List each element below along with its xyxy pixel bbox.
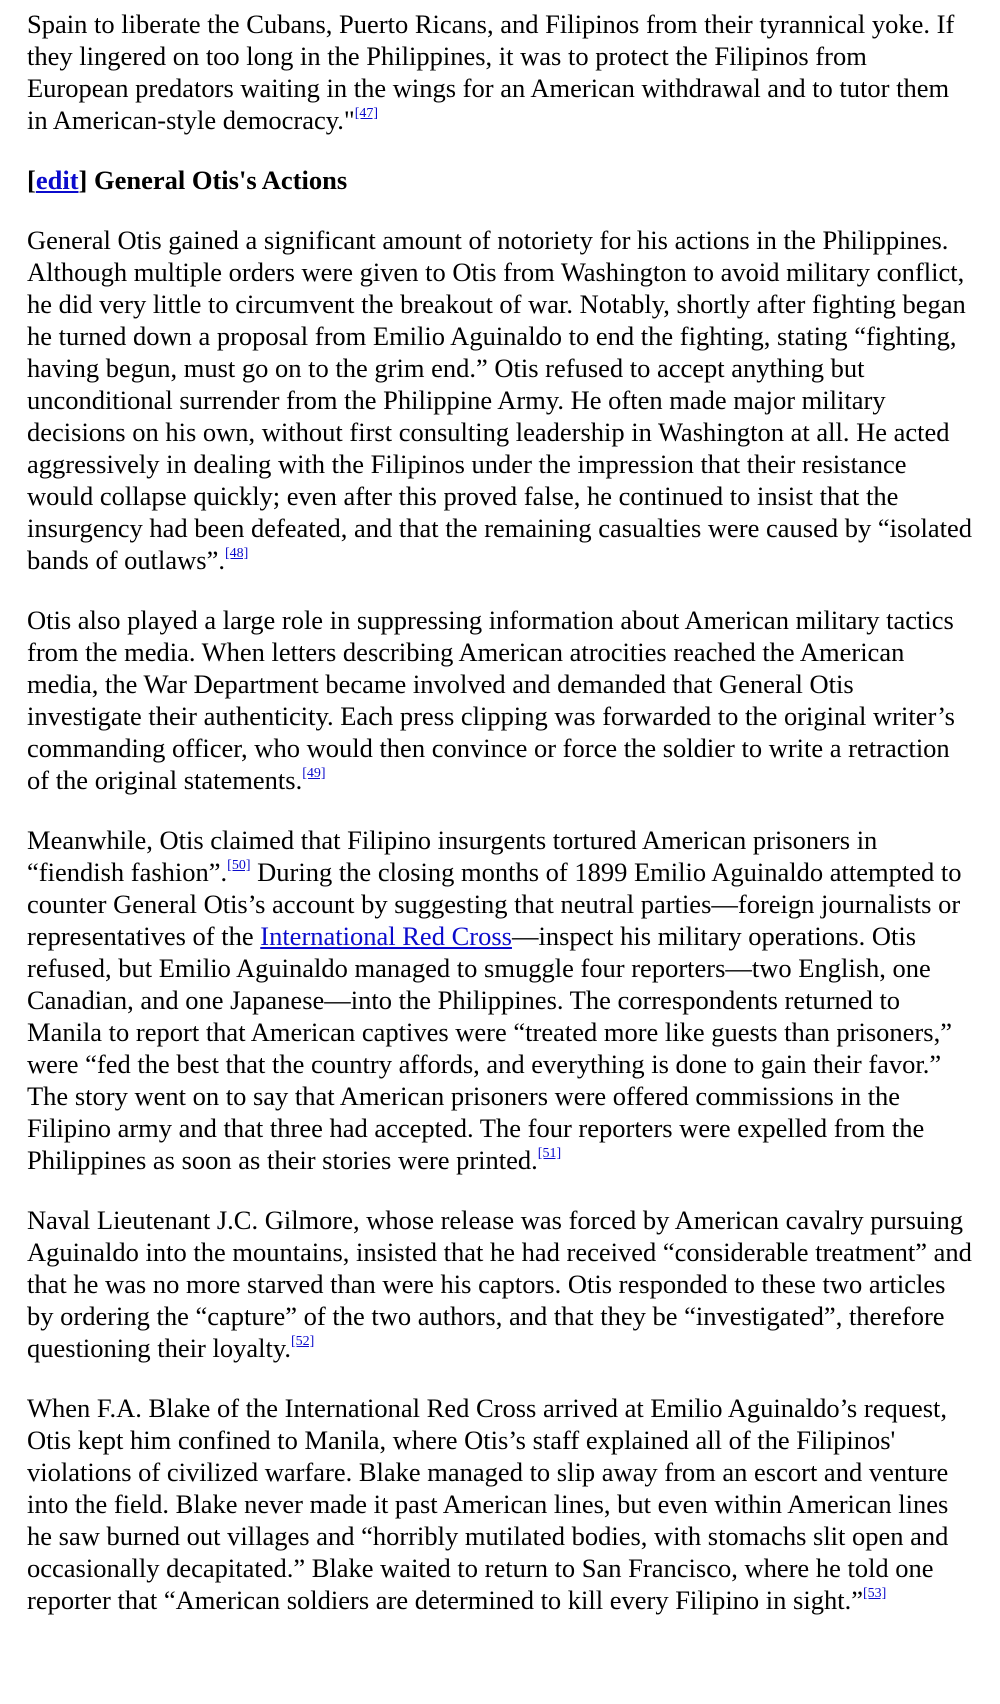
edit-bracket-close: ] xyxy=(78,165,88,195)
international-red-cross-link[interactable]: International Red Cross xyxy=(260,921,512,951)
citation-47 xyxy=(355,106,378,121)
citation-53 xyxy=(863,1586,886,1601)
section-title: General Otis's Actions xyxy=(87,165,348,195)
paragraph-text-a: Meanwhile, Otis claimed that Filipino insurgents tortured American prisoners in “fiendish fashion”. xyxy=(27,825,878,887)
citation-link-53[interactable]: [53] xyxy=(862,1586,887,1602)
paragraph-media-suppression xyxy=(27,604,973,796)
paragraph-text-c: —inspect his military operations. Otis refused, but Emilio Aguinaldo managed to smuggle four reporters—two English, one Canadian, and one Japanese—into the Philippines. The correspondents returned to Manila to report that American captives were “treated more like guests than prisoners,” were “fed the best that the country affords, and everything is done to gain their favor.” The story went on to say that American prisoners were offered commissions in the Filipino army and that three had accepted. The four reporters were expelled from the Philippines as soon as their stories were printed. xyxy=(27,921,952,1175)
citation-49 xyxy=(302,766,325,781)
paragraph-gilmore xyxy=(27,1204,973,1364)
paragraph-prisoners xyxy=(27,824,973,1176)
intro-paragraph-text: Spain to liberate the Cubans, Puerto Ricans, and Filipinos from their tyrannical yoke. If they lingered on too long in the Philippines, it was to protect the Filipinos from European predators waiting in the wings for an American withdrawal and to tutor them in American-style democracy." xyxy=(27,9,955,135)
paragraph-text: General Otis gained a significant amount of notoriety for his actions in the Philippines. Although multiple orders were given to Otis from Washington to avoid military conflict, he did very little to circumvent the breakout of war. Notably, shortly after fighting began he turned down a proposal from Emilio Aguinaldo to end the fighting, stating “fighting, having begun, must go on to the grim end.” Otis refused to accept anything but unconditional surrender from the Philippine Army. He often made major military decisions on his own, without first consulting leadership in Washington at all. He acted aggressively in dealing with the Filipinos under the impression that their resistance would collapse quickly; even after this proved false, he continued to insist that the insurgency had been defeated, and that the remaining casualties were caused by “isolated bands of outlaws”. xyxy=(27,225,973,575)
citation-link-47[interactable]: [47] xyxy=(354,106,379,122)
edit-bracket-open: [ xyxy=(27,165,36,195)
intro-paragraph xyxy=(27,8,973,136)
paragraph-text-b: During the closing months of 1899 Emilio Aguinaldo attempted to counter General Otis’s account by suggesting that neutral parties—foreign journalists or representatives of the xyxy=(27,857,962,951)
paragraph-otis-notoriety xyxy=(27,224,973,576)
edit-section-link[interactable]: edit xyxy=(35,165,79,195)
citation-52 xyxy=(291,1334,314,1349)
citation-50 xyxy=(227,858,250,873)
citation-link-51[interactable]: [51] xyxy=(537,1146,562,1162)
paragraph-blake xyxy=(27,1392,973,1616)
citation-48 xyxy=(225,546,248,561)
citation-51 xyxy=(538,1146,561,1161)
section-heading xyxy=(27,164,973,196)
paragraph-text: Otis also played a large role in suppressing information about American military tactics from the media. When letters describing American atrocities reached the American media, the War Department became involved and demanded that General Otis investigate their authenticity. Each press clipping was forwarded to the original writer’s commanding officer, who would then convince or force the soldier to write a retraction of the original statements. xyxy=(27,605,955,795)
citation-link-48[interactable]: [48] xyxy=(224,546,249,562)
paragraph-text: Naval Lieutenant J.C. Gilmore, whose release was forced by American cavalry pursuing Aguinaldo into the mountains, insisted that he had received “considerable treatment” and that he was no more starved than were his captors. Otis responded to these two articles by ordering the “capture” of the two authors, and that they be “investigated”, therefore questioning their loyalty. xyxy=(27,1205,972,1363)
article-body xyxy=(27,8,973,1644)
paragraph-text: When F.A. Blake of the International Red Cross arrived at Emilio Aguinaldo’s request, Otis kept him confined to Manila, where Otis’s staff explained all of the Filipinos' violations of civilized warfare. Blake managed to slip away from an escort and venture into the field. Blake never made it past American lines, but even within American lines he saw burned out villages and “horribly mutilated bodies, with stomachs slit open and occasionally decapitated.” Blake waited to return to San Francisco, where he told one reporter that “American soldiers are determined to kill every Filipino in sight.” xyxy=(27,1393,949,1615)
citation-link-52[interactable]: [52] xyxy=(290,1334,315,1350)
citation-link-49[interactable]: [49] xyxy=(302,766,326,782)
citation-link-50[interactable]: [50] xyxy=(227,858,251,874)
